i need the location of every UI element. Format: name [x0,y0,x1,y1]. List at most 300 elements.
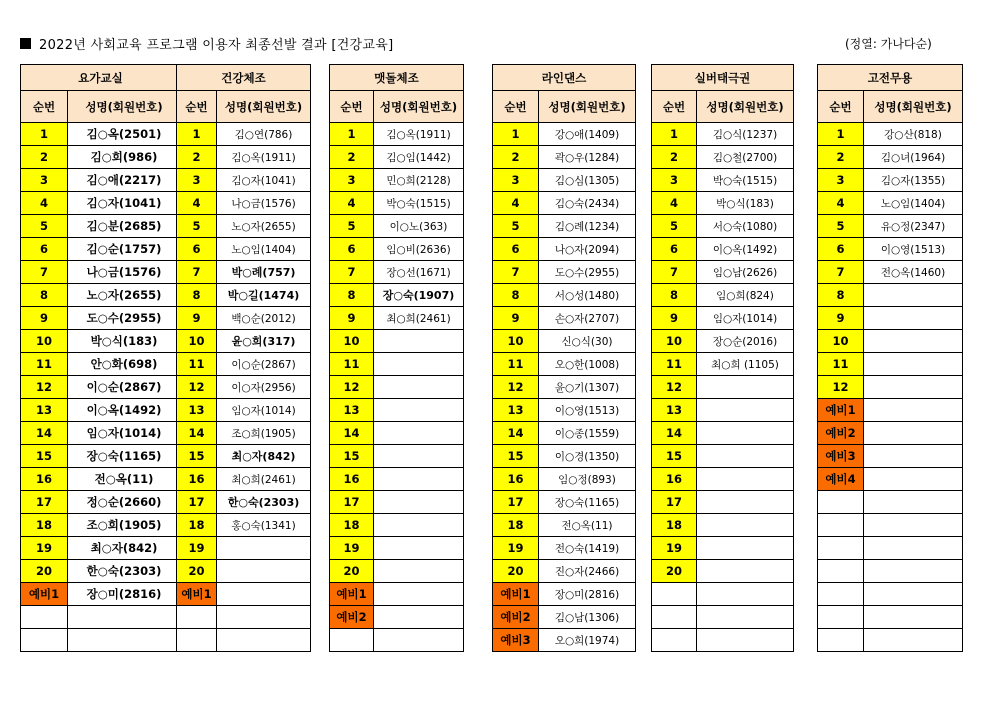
table-row [652,261,794,284]
table-row [493,123,636,146]
table-row [21,583,181,606]
program-title: 건강체조 [177,65,311,91]
member-name: 최○희 (1105) [697,353,794,376]
table-row [818,514,963,537]
row-number: 14 [652,422,697,445]
table-row [818,583,963,606]
member-name: 김○연(786) [217,123,311,146]
row-number: 2 [818,146,864,169]
table-row [330,583,464,606]
row-number: 4 [493,192,539,215]
member-name: 박○식(183) [697,192,794,215]
row-number: 6 [818,238,864,261]
member-name: 민○희(2128) [374,169,464,192]
member-name: 김○임(1442) [374,146,464,169]
member-name: 임○자(1014) [217,399,311,422]
table-row [21,330,181,353]
page-title [20,33,394,53]
table-row [652,353,794,376]
table-row [330,491,464,514]
row-number: 17 [330,491,374,514]
member-name [697,514,794,537]
member-name: 조○희(1905) [68,514,181,537]
table-row [330,192,464,215]
row-number: 10 [21,330,68,353]
row-number: 예비3 [493,629,539,652]
row-number: 2 [652,146,697,169]
member-name: 김○남(1306) [539,606,636,629]
column-header-name: 성명(회원번호) [539,91,636,123]
table-row [818,146,963,169]
row-number: 1 [177,123,217,146]
member-name: 정○순(2660) [68,491,181,514]
table-row [177,169,311,192]
member-name [374,399,464,422]
row-number: 19 [652,537,697,560]
empty-cell [217,629,311,652]
member-name [374,468,464,491]
member-name: 백○순(2012) [217,307,311,330]
member-name: 김○례(1234) [539,215,636,238]
row-number: 3 [652,169,697,192]
table-row [493,192,636,215]
member-name: 임○비(2636) [374,238,464,261]
empty-row [177,629,311,652]
table-row [177,422,311,445]
row-number: 예비1 [818,399,864,422]
row-number: 13 [330,399,374,422]
row-number: 8 [177,284,217,307]
table-row [818,307,963,330]
empty-cell [177,629,217,652]
row-number: 예비1 [493,583,539,606]
column-header-order: 순번 [493,91,539,123]
member-name: 장○숙(1907) [374,284,464,307]
row-number: 6 [21,238,68,261]
row-number: 8 [21,284,68,307]
member-name: 신○식(30) [539,330,636,353]
table-row [493,606,636,629]
table-row [21,353,181,376]
row-number: 3 [330,169,374,192]
member-name: 이○자(2956) [217,376,311,399]
member-name [374,445,464,468]
program-title: 요가교실 [21,65,181,91]
row-number: 1 [330,123,374,146]
member-name: 이○옥(1492) [68,399,181,422]
table-row [21,422,181,445]
table-row [21,123,181,146]
member-name [374,537,464,560]
row-number: 5 [652,215,697,238]
member-name: 최○자(842) [68,537,181,560]
table-row [330,422,464,445]
row-number: 10 [818,330,864,353]
member-name: 노○임(1404) [864,192,963,215]
table-row [21,284,181,307]
member-name: 장○미(2816) [68,583,181,606]
member-name [374,422,464,445]
row-number: 예비3 [818,445,864,468]
member-name: 이○영(1513) [539,399,636,422]
member-name: 최○희(2461) [217,468,311,491]
member-name [864,445,963,468]
table-row [493,399,636,422]
member-name [374,560,464,583]
table-row [652,238,794,261]
program-block-mat [329,64,464,652]
member-name: 서○성(1480) [539,284,636,307]
row-number: 16 [21,468,68,491]
table-row [21,261,181,284]
member-name: 박○숙(1515) [697,169,794,192]
row-number: 14 [21,422,68,445]
table-row [177,399,311,422]
column-header-name: 성명(회원번호) [374,91,464,123]
column-header-name: 성명(회원번호) [864,91,963,123]
table-row [493,514,636,537]
member-name [864,284,963,307]
member-name: 최○희(2461) [374,307,464,330]
member-name: 오○희(1974) [539,629,636,652]
row-number: 13 [21,399,68,422]
title-bullet-icon [20,38,31,49]
row-number: 5 [493,215,539,238]
table-row [493,583,636,606]
table-row [652,606,794,629]
row-number: 7 [177,261,217,284]
member-name [697,537,794,560]
program-title: 고전무용 [818,65,963,91]
member-name: 강○산(818) [864,123,963,146]
row-number: 12 [177,376,217,399]
table-row [177,330,311,353]
table-row [177,238,311,261]
member-name [864,514,963,537]
row-number: 17 [493,491,539,514]
row-number: 3 [493,169,539,192]
table-row [330,376,464,399]
empty-cell [374,629,464,652]
member-name [374,514,464,537]
member-name: 임○자(1014) [68,422,181,445]
roster-table [329,64,464,652]
member-name: 안○화(698) [68,353,181,376]
member-name: 김○자(1041) [217,169,311,192]
roster-table [817,64,963,652]
table-row [652,629,794,652]
roster-table [651,64,794,652]
row-number: 7 [330,261,374,284]
table-row [177,491,311,514]
member-name: 나○자(2094) [539,238,636,261]
member-name [374,376,464,399]
column-header-order: 순번 [818,91,864,123]
row-number: 7 [21,261,68,284]
member-name [697,376,794,399]
table-row [21,307,181,330]
row-number: 15 [330,445,374,468]
row-number: 4 [21,192,68,215]
row-number: 8 [330,284,374,307]
row-number: 10 [330,330,374,353]
table-row [652,422,794,445]
table-row [21,560,181,583]
table-row [177,307,311,330]
row-number: 10 [652,330,697,353]
row-number: 16 [652,468,697,491]
row-number [818,629,864,652]
member-name [864,583,963,606]
table-row [330,537,464,560]
member-name: 이○옥(1492) [697,238,794,261]
table-row [652,192,794,215]
table-row [493,330,636,353]
row-number: 19 [330,537,374,560]
member-name: 노○임(1404) [217,238,311,261]
table-row [21,238,181,261]
table-row [21,491,181,514]
member-name: 임○정(893) [539,468,636,491]
row-number: 1 [493,123,539,146]
member-name [864,353,963,376]
member-name: 임○희(824) [697,284,794,307]
table-row [493,238,636,261]
empty-row [330,629,464,652]
row-number [652,583,697,606]
member-name: 김○심(1305) [539,169,636,192]
program-title: 실버태극권 [652,65,794,91]
row-number: 15 [21,445,68,468]
table-row [177,215,311,238]
member-name: 노○자(2655) [217,215,311,238]
table-row [652,123,794,146]
table-row [652,330,794,353]
roster-table [492,64,636,652]
member-name: 장○순(2016) [697,330,794,353]
table-row [818,399,963,422]
row-number: 14 [493,422,539,445]
row-number: 5 [177,215,217,238]
member-name [864,537,963,560]
row-number: 12 [330,376,374,399]
row-number: 16 [330,468,374,491]
member-name [217,537,311,560]
table-row [177,123,311,146]
row-number [818,583,864,606]
row-number: 6 [493,238,539,261]
row-number: 11 [652,353,697,376]
row-number: 2 [21,146,68,169]
member-name: 김○철(2700) [697,146,794,169]
roster-table [20,64,181,652]
table-row [493,491,636,514]
member-name: 김○녀(1964) [864,146,963,169]
table-row [330,330,464,353]
roster-table [176,64,311,652]
row-number: 4 [652,192,697,215]
table-row [818,353,963,376]
column-header-order: 순번 [177,91,217,123]
row-number: 10 [493,330,539,353]
row-number [818,560,864,583]
table-row [652,169,794,192]
member-name: 오○한(1008) [539,353,636,376]
row-number: 17 [177,491,217,514]
table-row [21,169,181,192]
table-row [493,422,636,445]
member-name: 한○숙(2303) [68,560,181,583]
row-number: 13 [177,399,217,422]
row-number: 14 [177,422,217,445]
row-number: 7 [818,261,864,284]
row-number: 11 [330,353,374,376]
member-name: 이○종(1559) [539,422,636,445]
table-row [330,606,464,629]
row-number: 예비2 [818,422,864,445]
table-row [21,146,181,169]
row-number: 17 [21,491,68,514]
table-row [818,238,963,261]
member-name [864,491,963,514]
member-name: 나○금(1576) [68,261,181,284]
table-row [493,261,636,284]
row-number: 16 [493,468,539,491]
row-number: 8 [652,284,697,307]
table-row [818,261,963,284]
row-number: 8 [818,284,864,307]
column-header-order: 순번 [330,91,374,123]
table-row [493,215,636,238]
row-number: 5 [818,215,864,238]
member-name [864,560,963,583]
program-title: 맷돌체조 [330,65,464,91]
table-row [652,583,794,606]
table-row [652,215,794,238]
row-number: 7 [493,261,539,284]
table-row [330,238,464,261]
table-row [818,123,963,146]
table-row [177,376,311,399]
table-row [177,146,311,169]
table-row [818,468,963,491]
table-row [177,537,311,560]
member-name [217,560,311,583]
member-name [374,491,464,514]
row-number: 20 [177,560,217,583]
table-row [177,583,311,606]
row-number: 9 [818,307,864,330]
member-name [217,583,311,606]
row-number: 11 [818,353,864,376]
table-row [493,560,636,583]
table-row [177,514,311,537]
member-name: 이○노(363) [374,215,464,238]
member-name: 박○례(757) [217,261,311,284]
row-number: 예비1 [177,583,217,606]
table-row [818,215,963,238]
row-number [652,606,697,629]
member-name: 박○숙(1515) [374,192,464,215]
table-row [493,146,636,169]
member-name: 김○순(1757) [68,238,181,261]
table-row [330,445,464,468]
table-row [21,376,181,399]
table-row [21,192,181,215]
table-row [330,307,464,330]
member-name [697,629,794,652]
row-number: 8 [493,284,539,307]
row-number: 18 [177,514,217,537]
member-name: 노○자(2655) [68,284,181,307]
row-number: 12 [493,376,539,399]
row-number: 4 [177,192,217,215]
table-row [330,169,464,192]
member-name: 전○숙(1419) [539,537,636,560]
table-row [493,629,636,652]
column-header-name: 성명(회원번호) [217,91,311,123]
row-number: 14 [330,422,374,445]
row-number: 19 [493,537,539,560]
table-row [818,192,963,215]
row-number: 5 [21,215,68,238]
row-number: 4 [818,192,864,215]
row-number: 18 [493,514,539,537]
table-row [177,353,311,376]
table-row [818,537,963,560]
row-number: 예비1 [21,583,68,606]
member-name: 이○순(2867) [68,376,181,399]
table-row [177,445,311,468]
page-title-text: 2022년 사회교육 프로그램 이용자 최종선발 결과 [건강교육] [39,37,394,53]
row-number: 18 [21,514,68,537]
member-name [864,468,963,491]
member-name: 김○자(1041) [68,192,181,215]
row-number: 6 [177,238,217,261]
table-row [330,261,464,284]
table-row [493,376,636,399]
member-name [864,399,963,422]
row-number: 13 [493,399,539,422]
table-row [652,284,794,307]
table-row [330,146,464,169]
member-name: 곽○우(1284) [539,146,636,169]
column-header-name: 성명(회원번호) [697,91,794,123]
table-row [330,215,464,238]
row-number: 1 [818,123,864,146]
row-number: 17 [652,491,697,514]
member-name: 전○옥(11) [68,468,181,491]
row-number: 3 [177,169,217,192]
row-number: 18 [330,514,374,537]
member-name: 김○옥(1911) [374,123,464,146]
row-number: 19 [177,537,217,560]
row-number [652,629,697,652]
member-name [864,376,963,399]
member-name: 김○자(1355) [864,169,963,192]
table-row [493,445,636,468]
table-row [818,376,963,399]
row-number: 6 [652,238,697,261]
member-name: 나○금(1576) [217,192,311,215]
table-row [330,560,464,583]
table-row [818,330,963,353]
member-name: 조○희(1905) [217,422,311,445]
row-number: 18 [652,514,697,537]
row-number: 13 [652,399,697,422]
table-row [177,261,311,284]
row-number: 15 [177,445,217,468]
